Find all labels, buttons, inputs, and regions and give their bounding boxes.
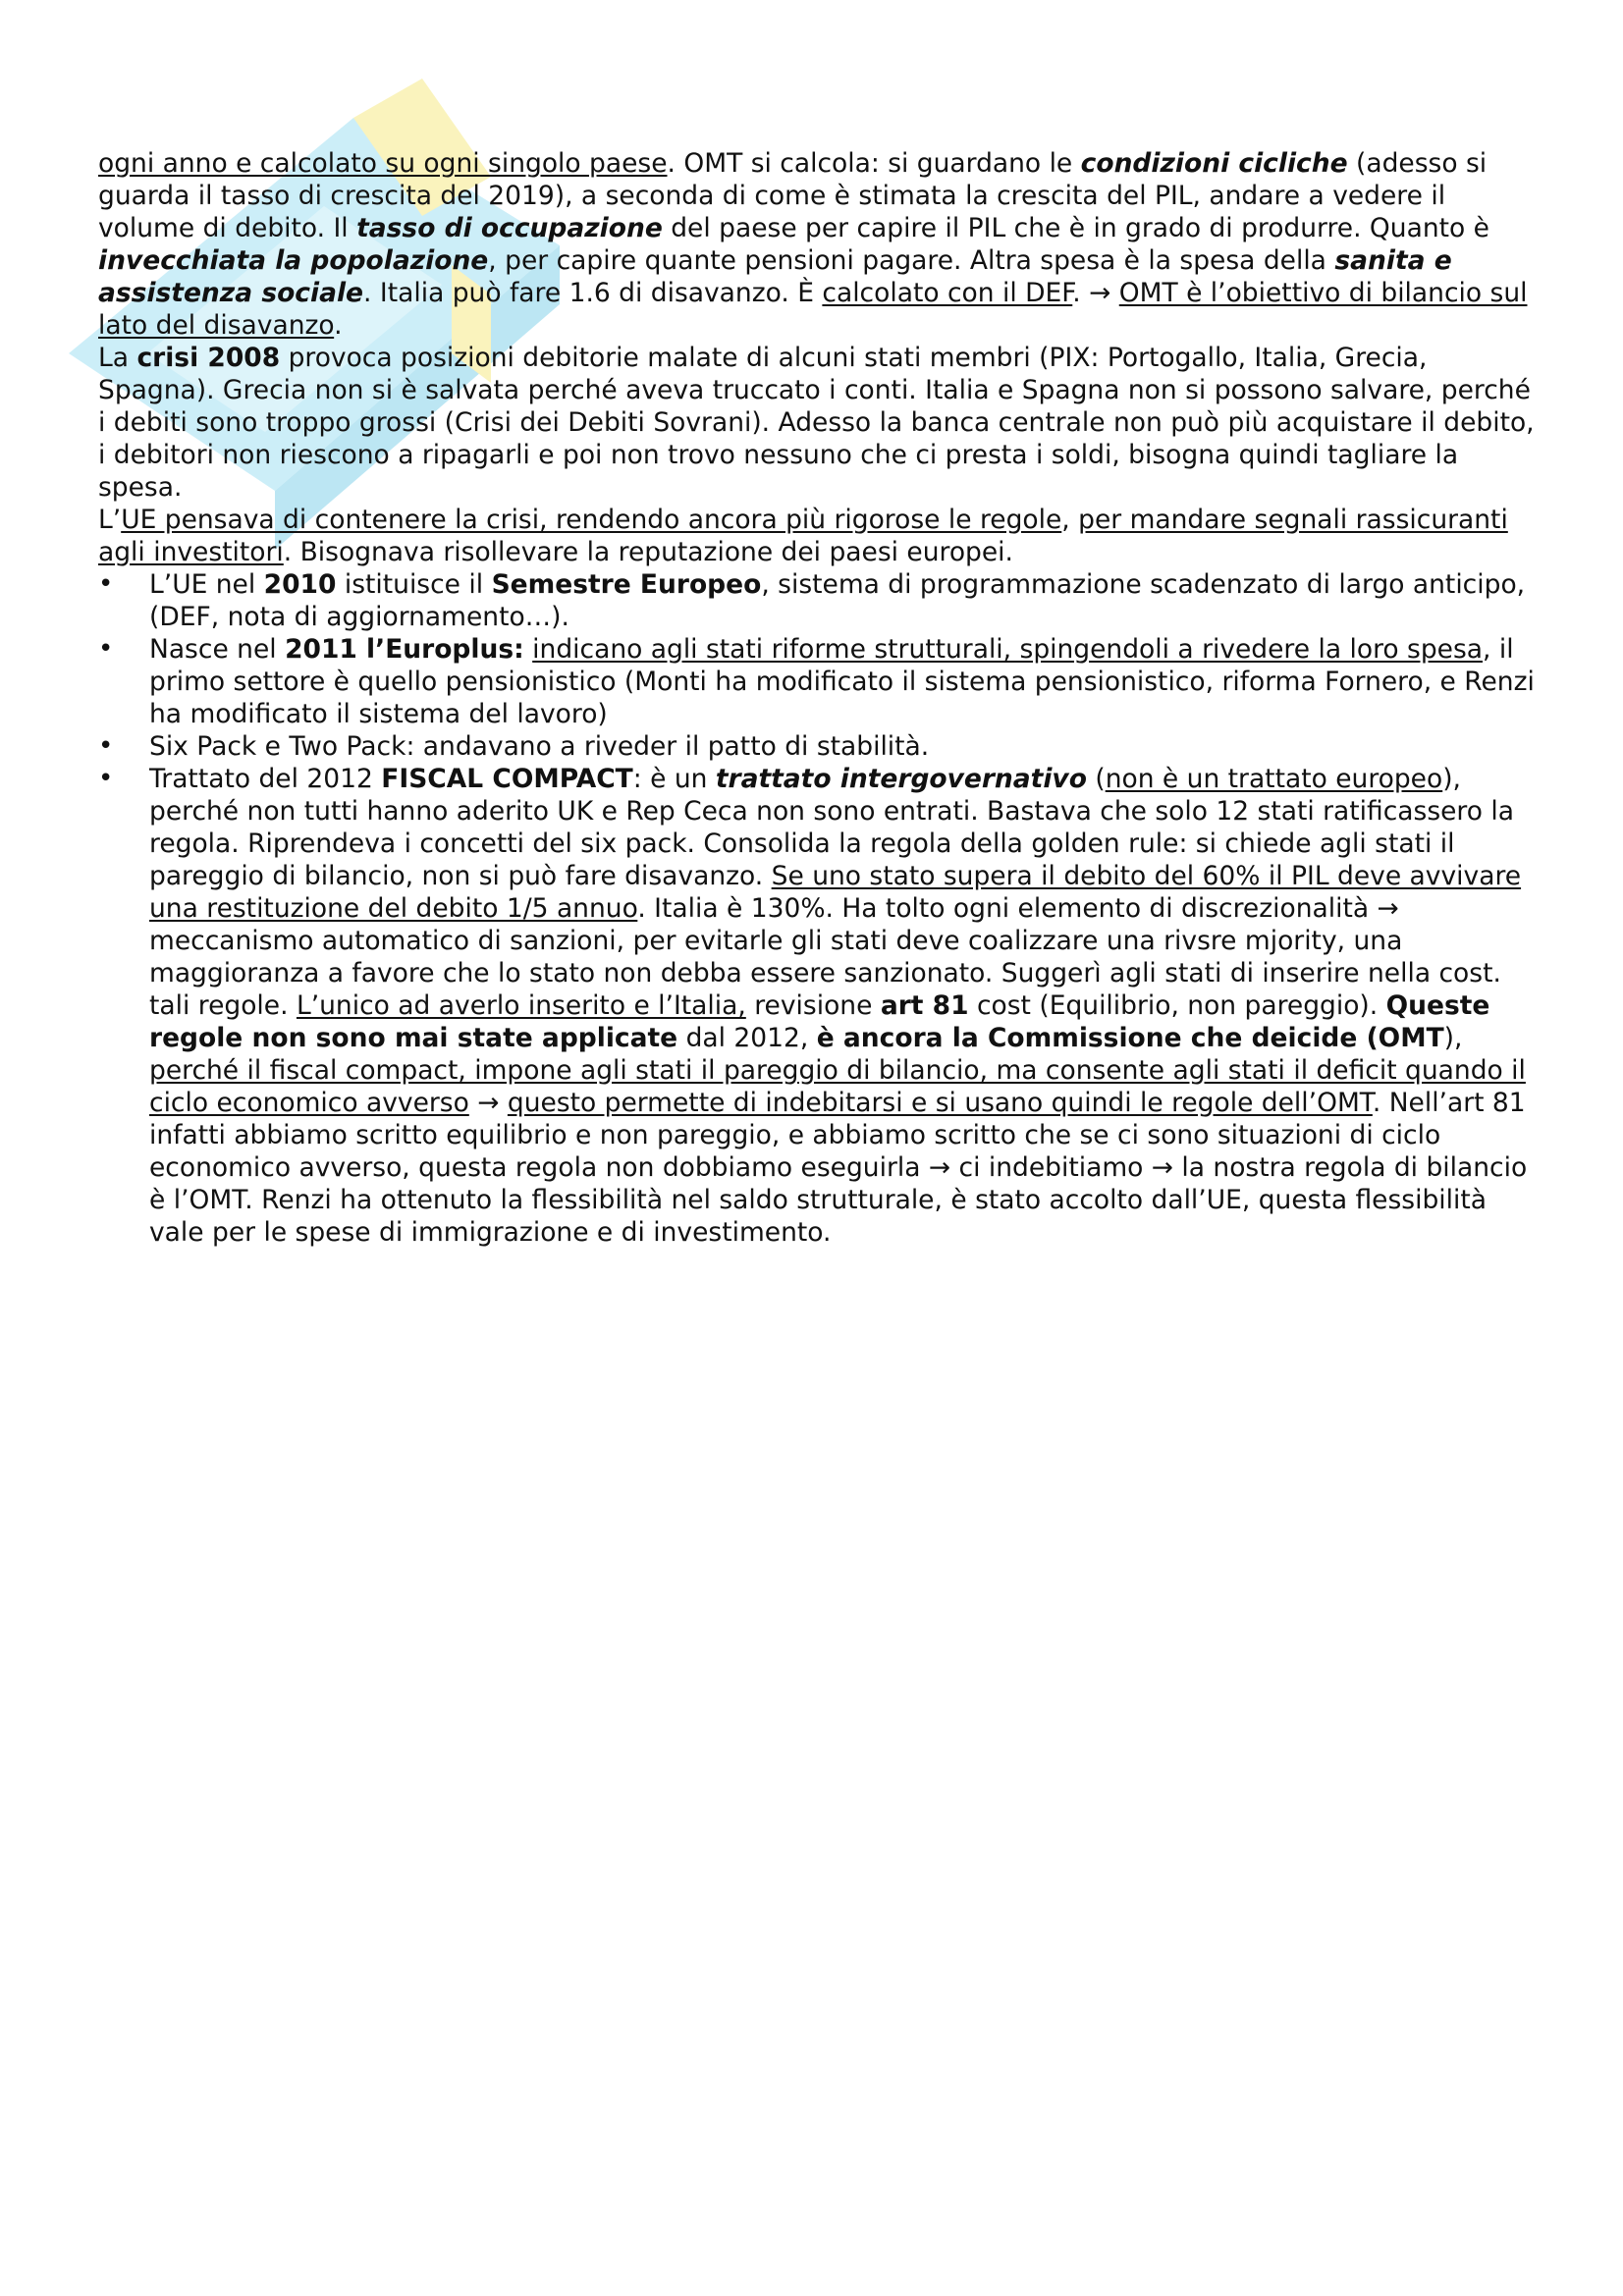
text-span: cost (Equilibrio, non pareggio). [968, 990, 1386, 1021]
text-span: L’unico ad averlo inserito e l’Italia, [296, 990, 746, 1021]
text-span: : è un [632, 764, 716, 794]
text-span: sanita e assistenza sociale [98, 245, 1452, 308]
text-span: , [1061, 505, 1079, 535]
text-span: condizioni cicliche [1080, 148, 1348, 179]
text-span: , sistema di programmazione scadenzato di largo anticipo, (DEF, nota di aggiornamento…). [149, 569, 1526, 632]
text-span: istituisce il [336, 569, 492, 600]
text-span: del paese per capire il PIL che è in grado di produrre. Quanto è [662, 213, 1489, 243]
text-span: tasso di occupazione [356, 213, 663, 243]
list-item [98, 568, 1542, 633]
text-span: è ancora la Commissione che deicide (OMT [816, 1023, 1444, 1053]
text-span: UE pensava di contenere la crisi, rendendo ancora più rigorose le regole [121, 505, 1062, 535]
text-span: ), perché non tutti hanno aderito UK e Rep Ceca non sono entrati. Bastava che solo 12 stati ratificassero la regola. Riprendeva i concetti del six pack. Consolida la regola della golden rule: si chiede agli stati il pareggio di bilancio, non si può fare disavanzo. [149, 764, 1514, 891]
text-span: art 81 [880, 990, 969, 1021]
text-span: La [98, 343, 137, 373]
text-span [524, 634, 532, 665]
text-span: invecchiata la popolazione [98, 245, 489, 276]
text-span: FISCAL COMPACT [381, 764, 633, 794]
text-span: non è un trattato europeo [1105, 764, 1443, 794]
text-span: Six Pack e Two Pack: andavano a riveder il patto di stabilità. [149, 731, 930, 762]
text-span: ( [1086, 764, 1106, 794]
text-span: Semestre Europeo [491, 569, 762, 600]
text-span: provoca posizioni debitorie malate di alcuni stati membri (PIX: Portogallo, Italia, Grecia, Spagna). Grecia non si è salvata perché aveva truccato i conti. Italia e Spagna non si possono salvare, perché i debiti sono troppo grossi (Crisi dei Debiti Sovrani). Adesso la banca centrale non può più acquistare il debito, i debitori non riescono a ripagarli e poi non trovo nessuno che ci presta i soldi, bisogna quindi tagliare la spesa. [98, 343, 1535, 503]
text-span: ogni anno e calcolato su ogni singolo paese [98, 148, 668, 179]
list-item [98, 763, 1542, 1249]
text-span: ), [1443, 1023, 1463, 1053]
paragraph-crisi-2008 [98, 342, 1542, 504]
bullet-list [98, 568, 1542, 1249]
list-item [98, 633, 1542, 730]
text-span: OMT è l’obiettivo di bilancio sul lato del disavanzo [98, 278, 1528, 341]
text-span: dal 2012, [677, 1023, 817, 1053]
text-span: , il primo settore è quello pensionistico (Monti ha modificato il sistema pensionistico, riforma Fornero, e Renzi ha modificato il sistema del lavoro) [149, 634, 1535, 729]
text-span: . Nell’art 81 infatti abbiamo scritto equilibrio e non pareggio, e abbiamo scritto che se ci sono situazioni di ciclo economico avverso, questa regola non dobbiamo eseguirla → ci indebitiamo → la nostra regola di bilancio è l’OMT. Renzi ha ottenuto la flessibilità nel saldo strutturale, è stato accolto dall’UE, questa flessibilità vale per le spese di immigrazione e di investimento. [149, 1088, 1528, 1248]
text-span: . Italia è 130%. Ha tolto ogni elemento di discrezionalità → meccanismo automatico di sanzioni, per evitarle gli stati deve coalizzare una rivsre mjority, una maggioranza a favore che lo stato non debba essere sanzionato. Suggerì agli stati di inserire nella cost. tali regole. [149, 893, 1501, 1021]
text-span: Queste regole non sono mai state applicate [149, 990, 1490, 1053]
text-span: . → [1072, 278, 1119, 308]
text-span: . Bisognava risollevare la reputazione dei paesi europei. [283, 537, 1013, 567]
text-span: revisione [745, 990, 881, 1021]
text-span: Nasce nel [149, 634, 286, 665]
text-span: (adesso si guarda il tasso di crescita del 2019), a seconda di come è stimata la crescita del PIL, andare a vedere il volume di debito. Il [98, 148, 1488, 243]
text-span: per mandare segnali rassicuranti agli investitori [98, 505, 1508, 567]
text-span: crisi 2008 [136, 343, 281, 373]
paragraph-ue-regole [98, 504, 1542, 568]
text-span: . OMT si calcola: si guardano le [667, 148, 1081, 179]
text-span: 2010 [263, 569, 337, 600]
text-span: , per capire quante pensioni pagare. Altra spesa è la spesa della [488, 245, 1335, 276]
text-span: → [468, 1088, 508, 1118]
paragraph-omt [98, 147, 1542, 342]
text-span: . Italia può fare 1.6 di disavanzo. È [363, 278, 823, 308]
list-item [98, 730, 1542, 763]
document-body [98, 147, 1542, 1249]
text-span: indicano agli stati riforme strutturali, spingendoli a rivedere la loro spesa [532, 634, 1484, 665]
text-span: questo permette di indebitarsi e si usano quindi le regole dell’OMT [507, 1088, 1373, 1118]
text-span: perché il fiscal compact, impone agli stati il pareggio di bilancio, ma consente agli stati il deficit quando il ciclo economico avverso [149, 1055, 1526, 1118]
text-span: Se uno stato supera il debito del 60% il PIL deve avvivare una restituzione del debito 1/5 annuo [149, 861, 1522, 924]
text-span: . [334, 310, 343, 341]
text-span: Trattato del 2012 [149, 764, 382, 794]
text-span: L’UE nel [149, 569, 264, 600]
text-span: 2011 l’Europlus: [285, 634, 524, 665]
text-span: L’ [98, 505, 122, 535]
text-span: trattato intergovernativo [715, 764, 1087, 794]
text-span: calcolato con il DEF [822, 278, 1073, 308]
